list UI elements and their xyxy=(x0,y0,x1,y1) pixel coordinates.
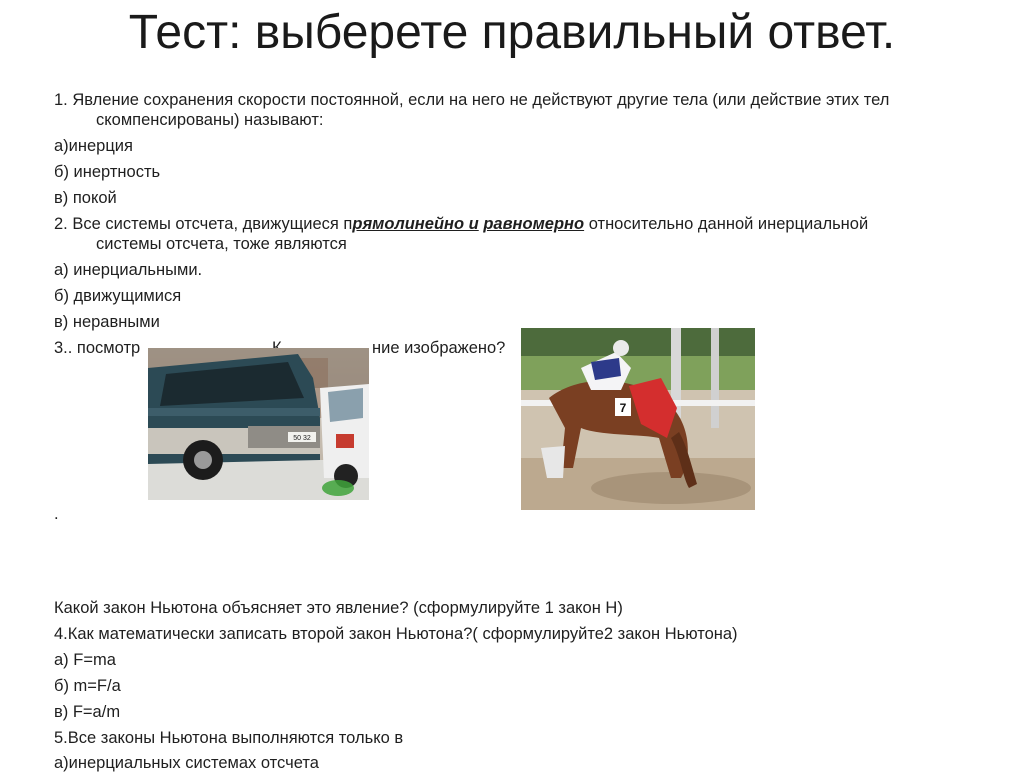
q3-followup: Какой закон Ньютона объясняет это явление? (сформулируйте 1 закон Н) xyxy=(54,599,623,617)
q2-suffix: относительно данной инерциальной xyxy=(584,215,869,233)
q4-text: 4.Как математически записать второй закон Ньютона?( сформулируйте2 закон Ньютона) xyxy=(54,625,738,643)
q2-option-a: а) инерциальными. xyxy=(54,261,203,279)
q5-text: 5.Все законы Ньютона выполняются только в xyxy=(54,729,404,747)
q2-option-c: в) неравными xyxy=(54,313,160,331)
q2-prefix: 2. Все системы отсчета, движущиеся п xyxy=(54,215,353,233)
q1-option-a: а)инерция xyxy=(54,137,133,155)
q3-end: ние изображено? xyxy=(372,339,506,357)
horse-bib-number: 7 xyxy=(619,401,627,415)
q2-text-line1 xyxy=(54,214,868,234)
q1-option-c: в) покой xyxy=(54,189,117,207)
q2-emphasis-uniform: равномерно xyxy=(483,215,585,233)
q2-option-b: б) движущимися xyxy=(54,287,182,305)
q2-text-line2: системы отсчета, тоже являются xyxy=(96,235,347,253)
q3-separator-dot: . xyxy=(54,505,59,523)
car-collision-photo xyxy=(148,348,369,500)
q1-text-line2: скомпенсированы) называют: xyxy=(96,111,324,129)
q4-option-b: б) m=F/a xyxy=(54,677,121,695)
q5-option-a: а)инерциальных системах отсчета xyxy=(54,754,319,772)
horse-fall-photo xyxy=(521,328,755,510)
q1-option-b: б) инертность xyxy=(54,163,161,181)
q4-option-c: в) F=a/m xyxy=(54,703,121,721)
q2-emphasis-straight: рямолинейно и xyxy=(352,215,479,233)
slide-title: Тест: выберете правильный ответ. xyxy=(128,6,896,59)
q4-option-a: а) F=ma xyxy=(54,651,116,669)
q1-text-line1: 1. Явление сохранения скорости постоянной, если на него не действуют другие тела (или действие этих тел xyxy=(54,91,890,109)
q3-start: 3.. посмотр xyxy=(54,339,141,357)
car-plate-number: 50 32 xyxy=(293,435,311,442)
